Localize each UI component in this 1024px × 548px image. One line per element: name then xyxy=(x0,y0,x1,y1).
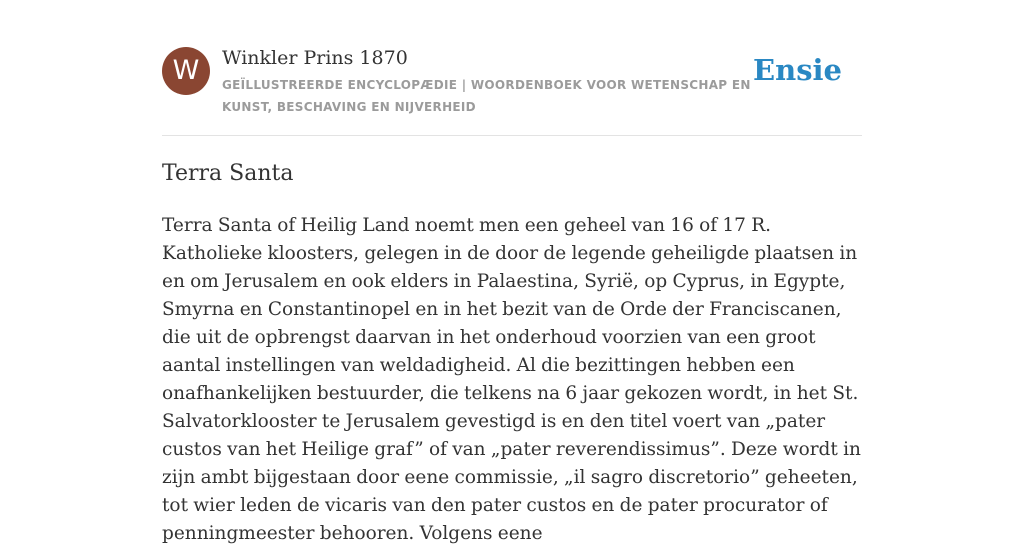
source-header xyxy=(162,46,862,116)
article-title: Terra Santa xyxy=(162,161,294,186)
header-divider xyxy=(162,135,862,136)
source-avatar[interactable]: W xyxy=(162,47,210,95)
article-body: Terra Santa of Heilig Land noemt men een geheel van 16 of 17 R. Katholieke kloosters, gelegen in de door de legende geheiligde plaatsen in en om Jerusalem en ook elders in Palaestina, Syrië, op Cyprus, in Egypte, Smyrna en Constantinopel en in het bezit van de Orde der Franciscanen, die uit de opbrengst daarvan in het onderhoud voorzien van een groot aantal instellingen van weldadigheid. Al die bezittingen hebben een onafhankelijken bestuurder, die telkens na 6 jaar gekozen wordt, in het St. Salvatorklooster te Jerusalem gevestigd is en den titel voert van „pater custos van het Heilige graf” of van „pater reverendissimus”. Deze wordt in zijn ambt bijgestaan door eene commissie, „il sagro discretorio” geheeten, tot wier leden de vicaris van den pater custos en de pater procurator of penningmeester behooren. Volgens eene xyxy=(162,215,861,544)
source-title[interactable]: Winkler Prins 1870 xyxy=(222,47,408,69)
source-subtitle: GEÏLLUSTREERDE ENCYCLOPÆDIE | WOORDENBOEK VOOR WETENSCHAP EN KUNST, BESCHAVING EN NIJVERHEID xyxy=(222,78,751,114)
brand-logo[interactable]: Ensie xyxy=(753,53,842,87)
